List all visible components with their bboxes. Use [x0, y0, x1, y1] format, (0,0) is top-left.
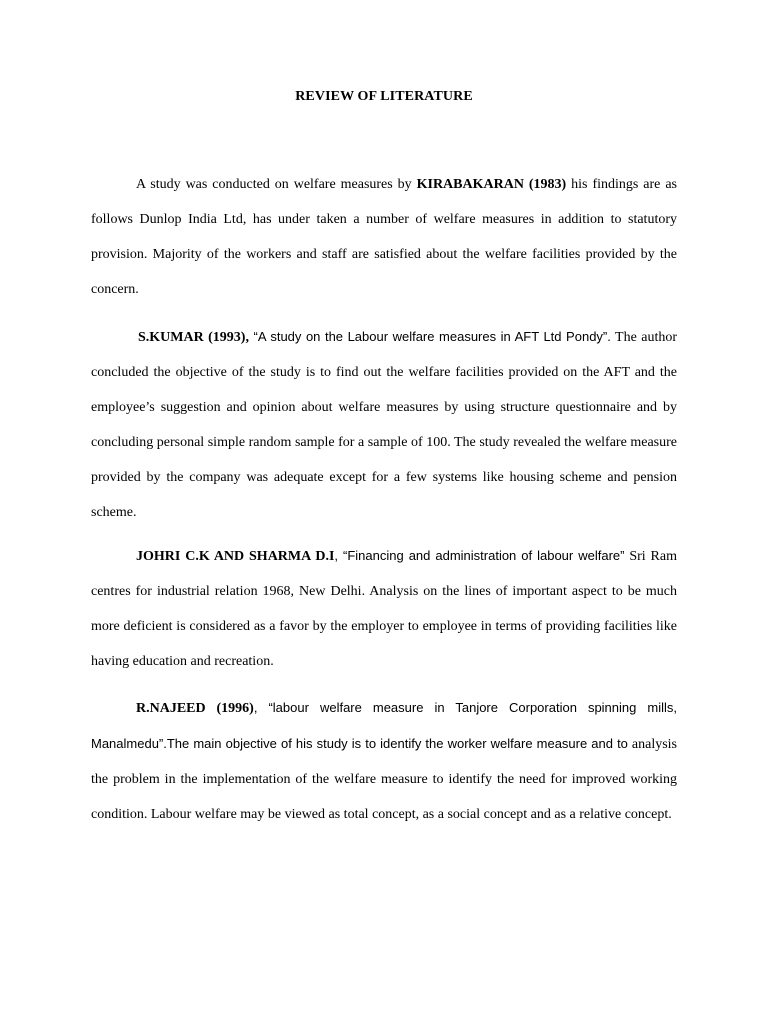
paragraph-lead: A study was conducted on welfare measures by: [136, 177, 417, 192]
author-citation: JOHRI C.K AND SHARMA D.I: [136, 549, 335, 564]
author-citation: KIRABAKARAN (1983): [416, 177, 567, 192]
author-citation: R.NAJEED (1996): [136, 701, 254, 716]
author-citation: S.KUMAR (1993),: [138, 330, 249, 345]
paragraph-body: his findings are as follows Dunlop India Ltd, has under taken a number of welfare measures in addition to statutory provision. Majority of the workers and staff are satisfied about the welfare facilities provided by the concern.: [91, 177, 677, 297]
paragraph-body: Sri Ram centres for industrial relation 1968, New Delhi. Analysis on the lines of important aspect to be much more deficient is considered as a favor by the employer to employee in terms of providing facilities like having education and recreation.: [91, 549, 677, 669]
paragraph-najeed: [91, 690, 677, 832]
paragraph-kumar: [91, 319, 677, 530]
page-title: REVIEW OF LITERATURE: [295, 89, 473, 104]
paragraph-johri-sharma: [91, 538, 677, 679]
paragraph-body: analysis the problem in the implementation of the welfare measure to identify the need for improved working condition. Labour welfare may be viewed as total concept, as a social concept and as a relative concept.: [91, 737, 677, 822]
study-title: , “labour welfare measure in Tanjore Corporation spinning mills, Manalmedu”.The main objective of his study is to identify the worker welfare measure and to: [91, 700, 677, 751]
study-title: “A study on the Labour welfare measures in AFT Ltd Pondy”.: [248, 329, 611, 344]
paragraph-kirabakaran: [91, 167, 677, 307]
paragraph-text: [91, 319, 677, 530]
paragraph-text: [91, 167, 677, 307]
study-title: , “Financing and administration of labour welfare”: [334, 548, 625, 563]
paragraph-text: [91, 690, 677, 832]
paragraph-body: The author concluded the objective of the study is to find out the welfare facilities provided on the AFT and the employee’s suggestion and opinion about welfare measures by using structure questionnaire and by concluding personal simple random sample for a sample of 100. The study revealed the welfare measure provided by the company was adequate except for a few systems like housing scheme and pension scheme.: [91, 330, 677, 520]
paragraph-text: [91, 538, 677, 679]
